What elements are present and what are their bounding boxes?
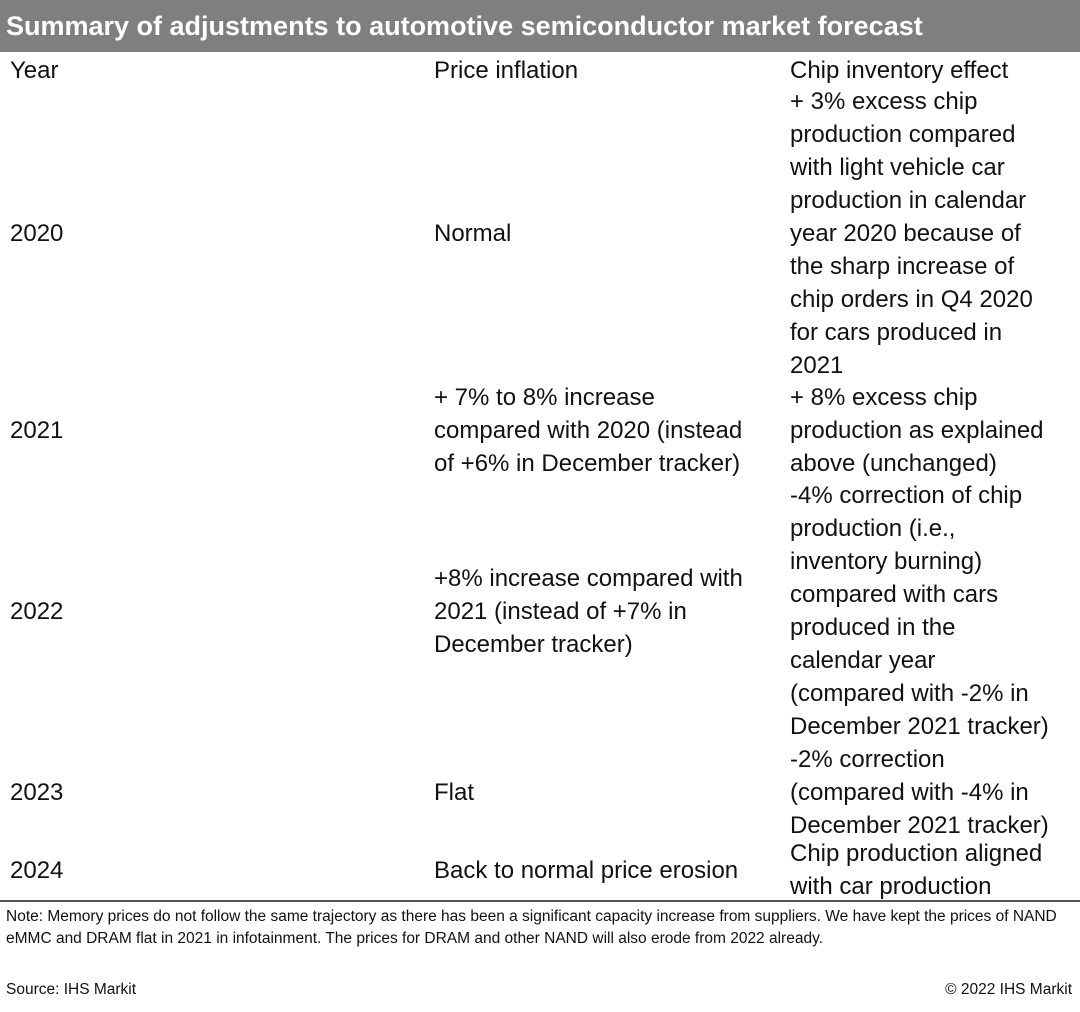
table-row: [0, 380, 1080, 480]
header-price-inflation: Price inflation: [434, 56, 579, 84]
header-chip-inventory-effect: Chip inventory effect: [790, 56, 1009, 84]
row-chip-inventory-effect: + 8% excess chip production as explained above (unchanged): [790, 383, 1044, 477]
row-year: 2021: [10, 416, 64, 444]
row-year: 2020: [10, 219, 64, 247]
row-chip-inventory-effect: -4% correction of chip production (i.e., inventory burning) compared with cars produced in the calendar year (compared with -2% in December 2021 tracker): [790, 482, 1049, 740]
header-year: Year: [10, 56, 59, 84]
row-chip-inventory-effect: + 3% excess chip production compared with light vehicle car production in calendar year 2020 because of the sharp increase of chip orders in Q4 2020 for cars produced in 2021: [790, 87, 1033, 379]
source-line: Source: IHS Markit: [6, 981, 137, 998]
table-row: [0, 838, 1080, 902]
row-price-inflation: Normal: [434, 219, 512, 247]
row-year: 2023: [10, 778, 64, 806]
table-row: [0, 478, 1080, 744]
adjustments-table: [0, 52, 1080, 900]
row-year: 2022: [10, 597, 64, 625]
row-price-inflation: +8% increase compared with 2021 (instead of +7% in December tracker): [434, 564, 743, 658]
footnote: Note: Memory prices do not follow the same trajectory as there has been a significant capacity increase from suppliers. We have kept the prices of NAND eMMC and DRAM flat in 2021 in infotainment. The prices for DRAM and other NAND will also erode from 2022 already.: [6, 908, 1057, 947]
table-title: Summary of adjustments to automotive semiconductor market forecast: [0, 0, 1080, 52]
copyright-line: © 2022 IHS Markit: [945, 981, 1072, 998]
row-year: 2024: [10, 856, 64, 884]
row-price-inflation: + 7% to 8% increase compared with 2020 (instead of +6% in December tracker): [434, 383, 743, 477]
table-bottom-divider: [0, 900, 1080, 902]
table-row: [0, 84, 1080, 382]
row-price-inflation: Back to normal price erosion: [434, 856, 739, 884]
header-row: [0, 52, 1080, 88]
row-price-inflation: Flat: [434, 778, 475, 806]
row-chip-inventory-effect: -2% correction (compared with -4% in December 2021 tracker): [790, 745, 1049, 839]
row-chip-inventory-effect: Chip production aligned with car production: [790, 840, 1043, 900]
table-row: [0, 742, 1080, 842]
